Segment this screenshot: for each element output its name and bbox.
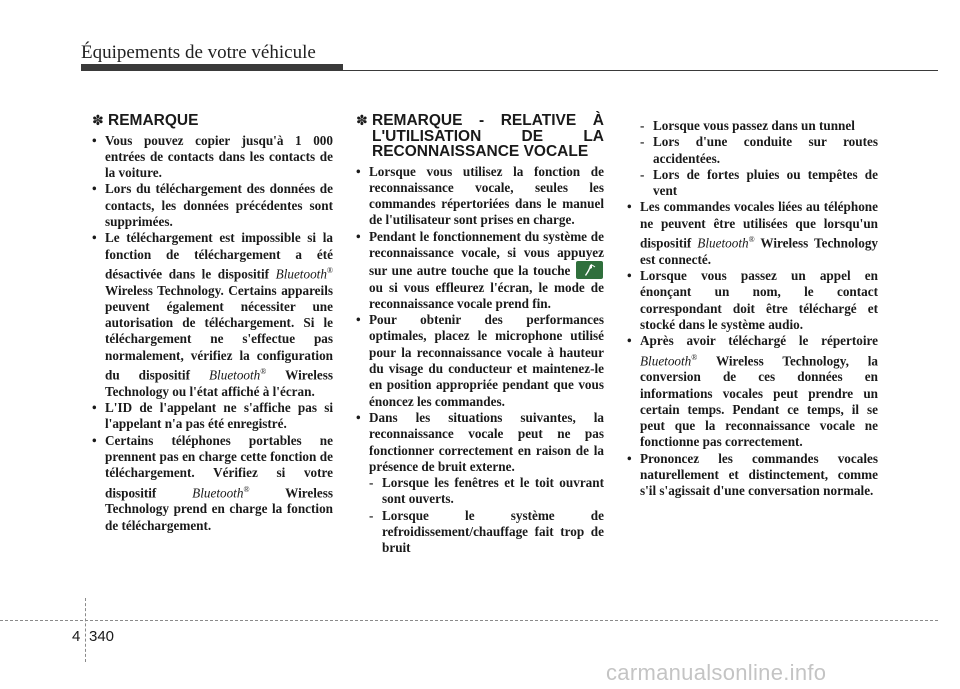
remarque-column [92, 113, 333, 534]
registered-mark: ® [260, 367, 267, 377]
registered-mark: ® [691, 352, 698, 362]
list-item: • Certains téléphones portables ne prennent pas en charge cette fonction de téléchargement. Vérifiez si votre dispositif Bluetooth® Wireless Technology prend en charge la fonction de téléchargement. [92, 433, 333, 534]
remarque-heading [92, 113, 333, 129]
list-item: - Lorsque les fenêtres et le toit ouvrant sont ouverts. [369, 475, 604, 508]
registered-mark: ® [326, 265, 333, 275]
voice-key-icon [576, 261, 603, 279]
noise-situations-list [369, 475, 604, 556]
list-item: • Prononcez les commandes vocales naturellement et distinctement, comme s'il s'agissait d'une conversation normale. [627, 451, 878, 500]
footer-rule [0, 620, 938, 621]
list-item: - Lors d'une conduite sur routes accidentées. [640, 134, 878, 167]
brand-name: Bluetooth [192, 484, 244, 500]
registered-mark: ® [243, 484, 250, 494]
list-item: • Le téléchargement est impossible si la fonction de téléchargement a été désactivée dans le dispositif Bluetooth® Wireless Technology. Certains appareils peuvent également nécessiter une autorisation de téléchargement. Si le téléchargement ne s'effectue pas normalement, vérifiez la configuration du dispositif Bluetooth® Wireless Technology ou l'état affiché à l'écran. [92, 230, 333, 400]
list-item: - Lorsque le système de refroidissement/chauffage fait trop de bruit [369, 508, 604, 557]
list-item: • Vous pouvez copier jusqu'à 1 000 entrées de contacts dans les contacts de la voiture. [92, 133, 333, 182]
watermark: carmanualsonline.info [606, 660, 827, 685]
header-rule-thick [81, 64, 343, 71]
remarque-heading-text: REMARQUE [108, 112, 199, 129]
voice-recognition-column [356, 113, 604, 557]
voice-remarque-list-continued [627, 199, 878, 499]
brand-name: Bluetooth [697, 235, 749, 251]
header-rule-thin [343, 70, 938, 71]
list-item: • Dans les situations suivantes, la reconnaissance vocale peut ne pas fonctionner correctement en raison de la présence de bruit externe. - Lorsque les fenêtres et le toit ouvrant sont ouverts. - Lorsque le système de refroidissement/chauffage fait trop de bruit [356, 410, 604, 557]
list-item: • Pour obtenir des performances optimales, placez le microphone utilisé pour la reconnaissance vocale à hauteur du visage du conducteur et maintenez-le en position appropriée pendant que vous énoncez les commandes. [356, 312, 604, 410]
brand-name: Bluetooth [209, 367, 261, 383]
list-item: • Pendant le fonctionnement du système de reconnaissance vocale, si vous appuyez sur une autre touche que la touche ou si vous effleurez l'écran, le mode de reconnaissance vocale prend fin. [356, 229, 604, 312]
list-item: • Après avoir téléchargé le répertoire Bluetooth® Wireless Technology, la conversion de ces données en informations vocales peut prendre un certain temps. Pendant ce temps, il se peut que la reconnaissance vocale ne fonctionne pas correctement. [627, 333, 878, 450]
list-item: • L'ID de l'appelant ne s'affiche pas si l'appelant n'a pas été enregistré. [92, 400, 333, 433]
chapter-number: 4 [72, 628, 81, 645]
registered-mark: ® [748, 235, 755, 245]
remarque-star-icon: ✽ [92, 112, 104, 128]
list-item: - Lors de fortes pluies ou tempêtes de vent [640, 167, 878, 200]
voice-remarque-heading-text: REMARQUE - RELATIVE À L'UTILISATION DE LA RECONNAISSANCE VOCALE [372, 112, 604, 160]
voice-remarque-list [356, 164, 604, 557]
page-header-title: Équipements de votre véhicule [81, 42, 316, 63]
list-item: • Lorsque vous utilisez la fonction de reconnaissance vocale, seules les commandes répertoriées dans le manuel de l'utilisateur sont prises en charge. [356, 164, 604, 229]
remarque-list [92, 133, 333, 534]
list-item: • Lors du téléchargement des données de contacts, les données précédentes sont supprimées. [92, 181, 333, 230]
voice-remarque-heading [356, 113, 604, 160]
list-item: - Lorsque vous passez dans un tunnel [640, 118, 878, 134]
list-item: • Les commandes vocales liées au téléphone ne peuvent être utilisées que lorsqu'un dispositif Bluetooth® Wireless Technology est connecté. [627, 199, 878, 268]
brand-name: Bluetooth [640, 352, 692, 368]
voice-recognition-column-continued [627, 118, 878, 500]
noise-situations-list-continued [640, 118, 878, 199]
footer-divider [85, 598, 86, 662]
voice-remarque-star-icon: ✽ [356, 112, 368, 128]
brand-name: Bluetooth [275, 266, 327, 282]
page-number: 340 [89, 628, 115, 645]
list-item: • Lorsque vous passez un appel en énonçant un nom, le contact correspondant doit être téléchargé et stocké dans le système audio. [627, 268, 878, 333]
